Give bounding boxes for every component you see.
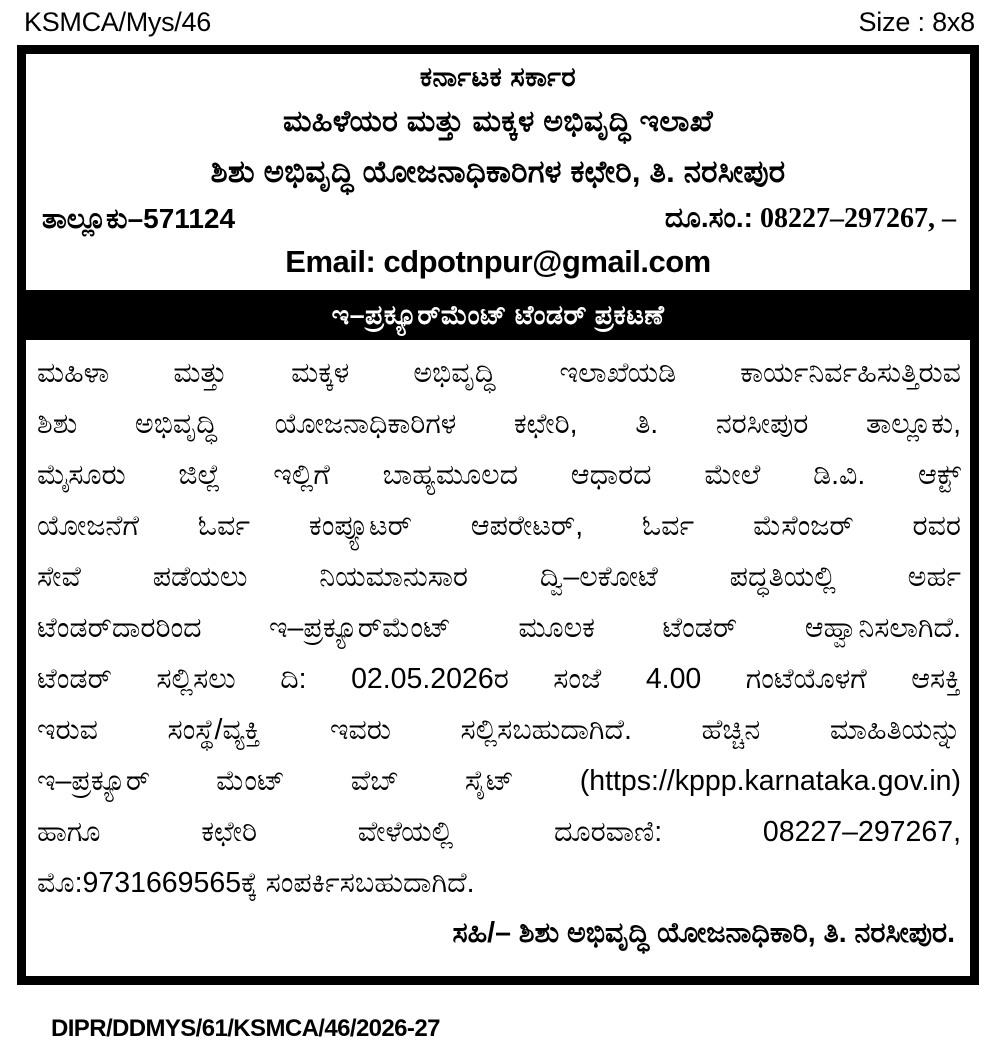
body-word: ಇಲಾಖೆಯಡಿ bbox=[559, 357, 677, 389]
body-word: 08227–297267, bbox=[762, 816, 961, 848]
notice-header bbox=[26, 54, 970, 283]
body-word: ನಿಯಮಾನುಸಾರ bbox=[319, 561, 469, 593]
body-line bbox=[37, 756, 961, 807]
heading-office: ಶಿಶು ಅಭಿವೃದ್ಧಿ ಯೋಜನಾಧಿಕಾರಿಗಳ ಕಛೇರಿ, ತಿ. ನರಸೀಪುರ bbox=[210, 154, 786, 189]
body-line bbox=[37, 501, 961, 552]
heading-department: ಮಹಿಳೆಯರ ಮತ್ತು ಮಕ್ಕಳ ಅಭಿವೃದ್ಧಿ ಇಲಾಖೆ bbox=[283, 105, 713, 138]
body-word: ಸೇವೆ bbox=[37, 561, 81, 593]
body-word: ನರಸೀಪುರ bbox=[715, 408, 809, 440]
body-word: ಪದ್ಧತಿಯಲ್ಲಿ bbox=[729, 561, 836, 593]
body-word: ಮೈಸೂರು bbox=[37, 459, 126, 491]
address-contact-row bbox=[36, 198, 960, 239]
body-word: ವೆಬ್ bbox=[350, 765, 399, 797]
body-word: ಮೆಂಟ್ bbox=[216, 765, 285, 797]
body-word: ಟೆಂಡರ್ bbox=[37, 663, 112, 695]
notice-frame bbox=[17, 45, 979, 1042]
office-phone-line bbox=[665, 198, 956, 239]
body-word: ಮೆಸೆಂಜರ್ bbox=[753, 510, 854, 542]
email-line: Email: cdpotnpur@gmail.com bbox=[285, 244, 711, 279]
body-word: ಪಡೆಯಲು bbox=[152, 561, 248, 593]
body-word: ಮಾಹಿತಿಯನ್ನು bbox=[829, 714, 961, 746]
body-word: ಕಾರ್ಯನಿರ್ವಹಿಸುತ್ತಿರುವ bbox=[740, 357, 961, 389]
body-word: ತಾಲ್ಲೂಕು, bbox=[865, 408, 961, 440]
body-word: 02.05.2026ರ bbox=[351, 663, 509, 695]
heading-government: ಕರ್ನಾಟಕ ಸರ್ಕಾರ bbox=[419, 62, 577, 92]
body-line bbox=[37, 654, 961, 705]
body-lines-container bbox=[37, 348, 961, 909]
taluk-pincode: ತಾಲ್ಲೂಕು–571124 bbox=[42, 203, 236, 234]
body-word: ಇರುವ bbox=[37, 714, 98, 746]
body-word: ಡಿ.ವಿ. bbox=[813, 459, 866, 491]
body-word: ಕಛೇರಿ, bbox=[513, 408, 578, 440]
body-word: 4.00 bbox=[645, 663, 702, 695]
body-word: ಇ–ಪ್ರಕ್ಯೂರ್ bbox=[37, 765, 151, 797]
body-word: ಸಲ್ಲಿಸಲು bbox=[156, 663, 236, 695]
body-word: ಅರ್ಹ bbox=[907, 561, 961, 593]
body-word: ಜಿಲ್ಲೆ bbox=[178, 459, 221, 491]
body-word: ಸೈಟ್ bbox=[464, 765, 514, 797]
body-word: ವೇಳೆಯಲ್ಲಿ bbox=[357, 816, 454, 848]
body-line bbox=[37, 807, 961, 858]
body-word: ಮೇಲೆ bbox=[704, 459, 761, 491]
body-word: ಯೋಜನಾಧಿಕಾರಿಗಳ bbox=[274, 408, 457, 440]
notice-body bbox=[26, 340, 970, 957]
body-word: ಇಲ್ಲಿಗೆ bbox=[273, 459, 330, 491]
body-word: ಆಪರೇಟರ್, bbox=[470, 510, 584, 542]
body-word: ಸಂಸ್ಥೆ/ವ್ಯಕ್ತಿ bbox=[167, 714, 261, 746]
body-word: ಟೆಂಡರ್ bbox=[662, 612, 738, 644]
body-word: ಮಹಿಳಾ bbox=[37, 357, 110, 389]
body-word: ಸಲ್ಲಿಸಬಹುದಾಗಿದೆ. bbox=[460, 714, 632, 746]
body-line bbox=[37, 858, 961, 909]
top-meta-row bbox=[0, 0, 997, 44]
body-word: ತಿ. bbox=[635, 408, 659, 440]
body-line bbox=[37, 705, 961, 756]
body-word: ಕಂಪ್ಯೂಟರ್ bbox=[308, 510, 412, 542]
body-word: ಅಭಿವೃದ್ಧಿ bbox=[134, 408, 218, 440]
body-line bbox=[37, 348, 961, 399]
body-word: ದಿ: bbox=[280, 663, 307, 695]
body-word: ಆಧಾರದ bbox=[570, 459, 652, 491]
notice-inner bbox=[26, 54, 970, 976]
body-word: ಆಹ್ವಾನಿಸಲಾಗಿದೆ. bbox=[804, 612, 961, 644]
body-word: ಮೂಲಕ bbox=[518, 612, 595, 644]
body-line bbox=[37, 552, 961, 603]
body-word: ಸಂಪರ್ಕಿಸಬಹುದಾಗಿದೆ. bbox=[265, 867, 475, 899]
body-word: ಅಭಿವೃದ್ಧಿ bbox=[413, 357, 496, 389]
body-word: ಟೆಂಡರ್‌ದಾರರಿಂದ bbox=[37, 612, 202, 644]
body-line bbox=[37, 399, 961, 450]
body-word: ಮತ್ತು bbox=[173, 357, 228, 389]
reference-code: KSMCA/Mys/46 bbox=[24, 6, 211, 37]
body-word: ಆಸಕ್ತಿ bbox=[911, 663, 961, 695]
dipr-code: DIPR/DDMYS/61/KSMCA/46/2026-27 bbox=[51, 1015, 440, 1042]
body-word: ದೂರವಾಣಿ: bbox=[553, 816, 663, 848]
body-word: ಇವರು bbox=[329, 714, 391, 746]
body-word: ಶಿಶು bbox=[37, 408, 78, 440]
body-word: ಹಾಗೂ bbox=[37, 816, 101, 848]
body-word: ರವರ bbox=[912, 510, 961, 542]
body-word: ಸಂಜೆ bbox=[553, 663, 602, 695]
body-word: ಬಾಹ್ಯಮೂಲದ bbox=[382, 459, 519, 491]
body-word: ದ್ವಿ–ಲಕೋಟೆ bbox=[539, 561, 658, 593]
body-word: ಗಂಟೆಯೊಳಗೆ bbox=[745, 663, 867, 695]
phone-value: 08227–297267, – bbox=[760, 203, 956, 234]
body-word: ಆಕ್ಟ್ bbox=[918, 459, 961, 491]
body-word: ಹೆಚ್ಚಿನ bbox=[701, 714, 761, 746]
tender-banner-title: ಇ–ಪ್ರಕ್ಯೂರ್‌ಮೆಂಟ್ ಟೆಂಡರ್ ಪ್ರಕಟಣೆ bbox=[26, 290, 970, 340]
body-word: ಯೋಜನೆಗೆ bbox=[37, 510, 139, 542]
body-word: (https://kppp.karnataka.gov.in) bbox=[579, 765, 961, 797]
signature-line: ಸಹಿ/– ಶಿಶು ಅಭಿವೃದ್ಧಿ ಯೋಜನಾಧಿಕಾರಿ, ತಿ. ನರಸೀಪುರ. bbox=[452, 917, 955, 949]
body-line bbox=[37, 603, 961, 654]
size-label: Size : 8x8 bbox=[858, 6, 975, 37]
body-word: ಮೊ:9731669565ಕ್ಕೆ bbox=[37, 867, 258, 899]
body-line bbox=[37, 450, 961, 501]
body-word: ಕಛೇರಿ bbox=[201, 816, 258, 848]
body-word: ಓರ್ವ bbox=[197, 510, 251, 542]
phone-label: ದೂ.ಸಂ.: bbox=[664, 202, 753, 233]
body-word: ಇ–ಪ್ರಕ್ಯೂರ್‌ಮೆಂಟ್ bbox=[268, 612, 451, 644]
body-word: ಮಕ್ಕಳ bbox=[291, 357, 350, 389]
body-word: ಓರ್ವ bbox=[641, 510, 695, 542]
